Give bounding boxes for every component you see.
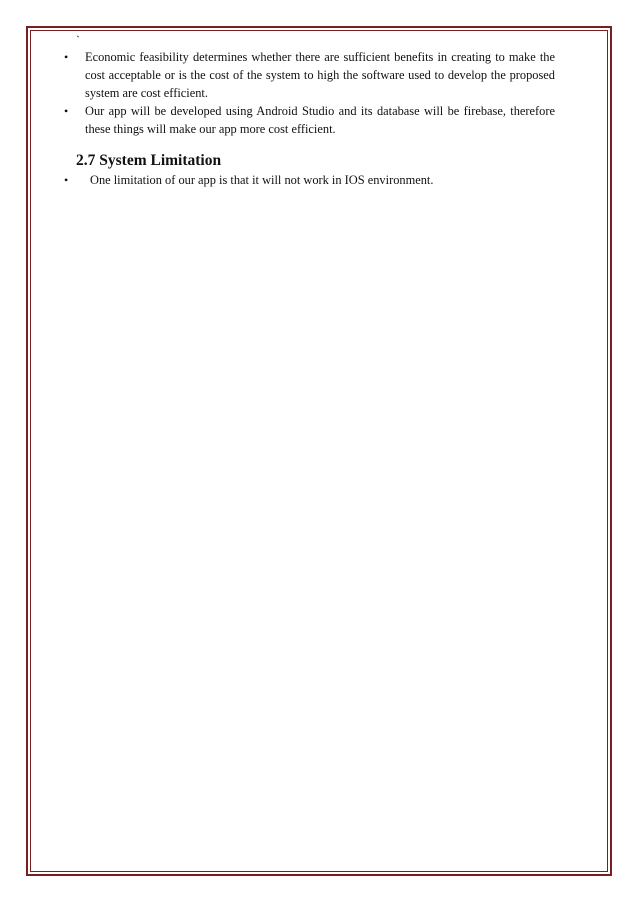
list-item-text: Our app will be developed using Android Studio and its database will be firebase, therefore these things will make our app more cost efficient. <box>85 104 555 136</box>
list-item <box>64 48 555 102</box>
bullet-icon: • <box>64 104 69 118</box>
list-item <box>64 171 574 189</box>
bullet-icon: • <box>64 50 69 64</box>
bullet-list-feasibility <box>64 48 574 138</box>
document-page <box>64 34 574 189</box>
list-item <box>64 102 555 138</box>
list-item-text: Economic feasibility determines whether there are sufficient benefits in creating to make the cost acceptable or is the cost of the system to high the software used to develop the proposed system are cost efficient. <box>85 50 555 100</box>
top-mark: ` <box>76 33 80 47</box>
bullet-icon: • <box>64 173 69 187</box>
bullet-list-limitation <box>64 171 574 189</box>
list-item-text: One limitation of our app is that it will not work in IOS environment. <box>90 173 434 187</box>
section-heading: 2.7 System Limitation <box>76 152 222 169</box>
